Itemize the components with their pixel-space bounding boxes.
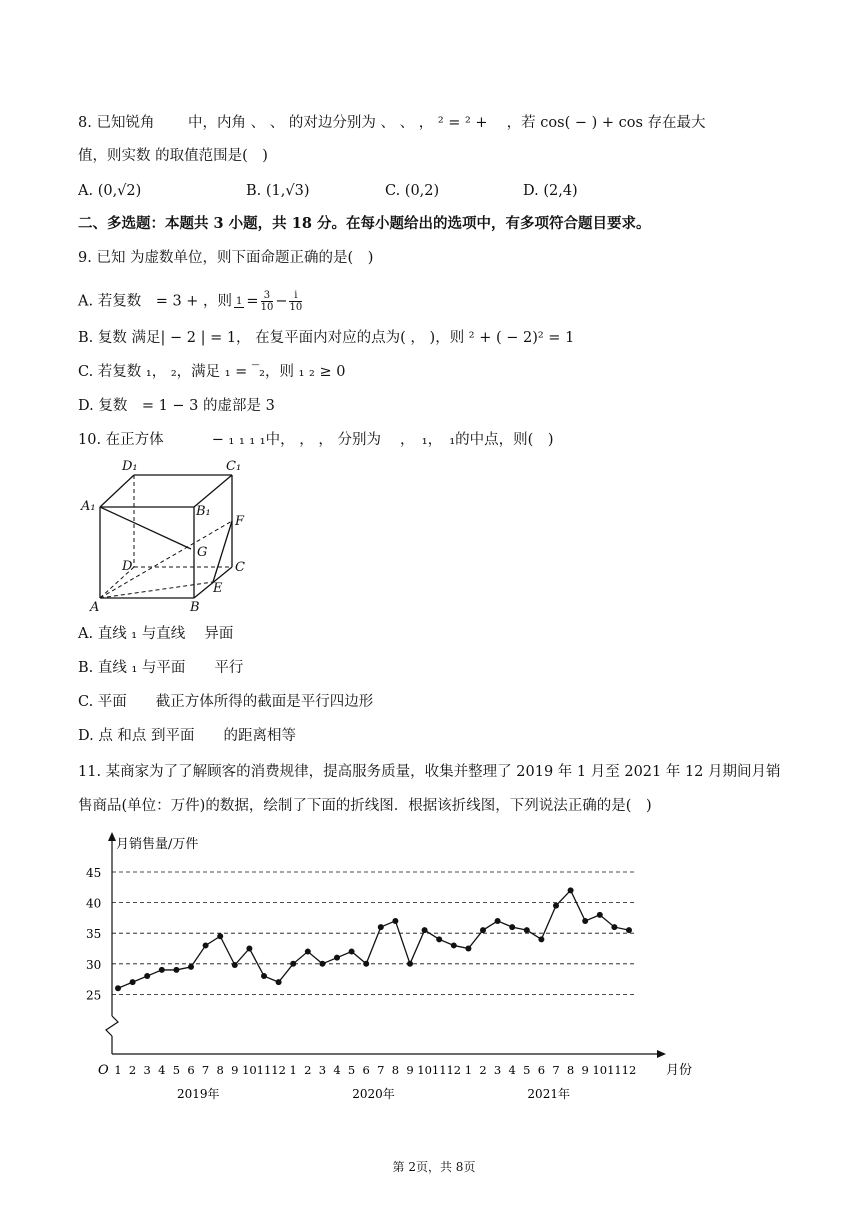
data-point <box>217 933 223 939</box>
data-point <box>246 946 252 952</box>
series-line <box>118 890 629 988</box>
label-d: D <box>122 559 133 574</box>
data-point <box>130 979 136 985</box>
data-point <box>232 962 238 968</box>
q9-a-fraction-1: 1 <box>236 295 243 307</box>
x-tick-label: 10 <box>592 1063 608 1077</box>
year-label: 2021年 <box>527 1087 570 1101</box>
data-point <box>597 912 603 918</box>
cube-diagram <box>78 455 258 615</box>
x-axis-arrow <box>657 1050 666 1058</box>
x-tick-label: 12 <box>271 1063 286 1077</box>
data-point <box>276 979 282 985</box>
x-tick-label: 10 <box>417 1063 432 1077</box>
origin-label: O <box>98 1063 109 1078</box>
label-d1: D₁ <box>122 459 138 474</box>
q10-option-b: B. 直线 ₁ 与平面 平行 <box>78 660 244 676</box>
q9-a-fraction-2: $\frac{3}{10}$ <box>260 290 274 313</box>
q8-option-a: A. (0,√2) <box>78 183 142 199</box>
y-tick-label: 45 <box>86 866 102 880</box>
data-point <box>495 918 501 924</box>
q9-a-minus: − <box>275 293 288 310</box>
data-point <box>422 927 428 933</box>
label-g: G <box>197 545 208 560</box>
x-tick-label: 4 <box>508 1063 516 1077</box>
year-label: 2020年 <box>352 1087 395 1101</box>
x-tick-label: 8 <box>216 1063 224 1077</box>
q8-line1: 8. 已知锐角 中，内角 、 、 的对边分别为 、 、 ， ² = ² + ，若 cos( − ) + cos 存在最大 <box>78 115 706 131</box>
data-point <box>144 973 150 979</box>
label-c1: C₁ <box>226 459 242 474</box>
data-point <box>538 936 544 942</box>
x-tick-label: 4 <box>333 1063 341 1077</box>
data-point <box>451 942 457 948</box>
q11-line2: 售商品(单位：万件)的数据，绘制了下面的折线图．根据该折线图，下列说法正确的是( ) <box>78 798 652 814</box>
x-tick-label: 7 <box>552 1063 560 1077</box>
q8-option-c: C. (0,2) <box>385 183 440 199</box>
x-tick-label: 3 <box>318 1063 327 1077</box>
x-tick-label: 2 <box>479 1063 487 1077</box>
label-a1: A₁ <box>81 499 96 514</box>
data-point <box>349 949 355 955</box>
q9-stem: 9. 已知 为虚数单位，则下面命题正确的是( ) <box>78 250 374 266</box>
q9-a-fraction-3: $\frac{i}{10}$ <box>289 290 303 313</box>
y-tick-label: 25 <box>86 988 102 1003</box>
q8-option-d: D. (2,4) <box>523 183 578 199</box>
data-point <box>465 946 471 952</box>
q9-option-c: C. 若复数 ₁， ₂，满足 ₁ = ‾₂，则 ₁ ₂ ≥ 0 <box>78 364 346 380</box>
x-tick-label: 3 <box>493 1063 502 1077</box>
section-heading: 二、多选题：本题共 3 小题，共 18 分。在每小题给出的选项中，有多项符合题目要求。 <box>78 215 651 232</box>
data-point <box>568 887 574 893</box>
q8-line2: 值，则实数 的取值范围是( ) <box>78 148 268 164</box>
x-tick-label: 3 <box>143 1063 151 1077</box>
data-point <box>407 961 413 967</box>
q10-option-a: A. 直线 ₁ 与直线 异面 <box>78 626 234 642</box>
x-tick-label: 4 <box>158 1063 166 1077</box>
data-point <box>553 903 559 909</box>
data-point <box>611 924 617 930</box>
y-tick-label: 30 <box>86 957 102 972</box>
y-axis-label: 月销售量/万件 <box>116 837 199 852</box>
label-a: A <box>90 600 100 615</box>
x-tick-label: 5 <box>347 1063 356 1077</box>
data-point <box>378 924 384 930</box>
q9-option-d: D. 复数 = 1 − 3 的虚部是 3 <box>78 398 275 414</box>
x-tick-label: 10 <box>242 1063 257 1077</box>
label-b1: B₁ <box>196 504 211 519</box>
x-tick-label: 11 <box>607 1063 622 1077</box>
q9-option-b: B. 复数 满足| − 2 | = 1， 在复平面内对应的点为( ， )，则 ² + ( − 2)² = 1 <box>78 330 575 346</box>
data-point <box>480 927 486 933</box>
y-tick-label: 40 <box>86 896 102 911</box>
data-point <box>159 967 165 973</box>
x-tick-label: 6 <box>362 1063 370 1077</box>
q9-a-prefix: A. 若复数 = 3 + ，则 <box>78 293 233 310</box>
q9-a-equals: = <box>246 293 259 310</box>
data-point <box>305 949 311 955</box>
x-tick-label: 6 <box>187 1063 195 1077</box>
x-tick-label: 8 <box>391 1063 400 1077</box>
data-point <box>334 955 340 961</box>
q9-option-a <box>78 290 304 313</box>
x-tick-label: 1 <box>464 1063 473 1077</box>
x-tick-label: 11 <box>256 1063 272 1077</box>
x-tick-label: 2 <box>304 1063 312 1077</box>
x-tick-label: 12 <box>621 1063 637 1077</box>
q8-option-b: B. (1,√3) <box>246 183 310 199</box>
data-point <box>203 942 209 948</box>
x-tick-label: 2 <box>128 1063 137 1077</box>
x-tick-label: 9 <box>231 1063 239 1077</box>
x-tick-label: 1 <box>289 1063 297 1077</box>
data-point <box>392 918 398 924</box>
x-tick-label: 9 <box>406 1063 414 1077</box>
data-point <box>261 973 267 979</box>
x-tick-label: 12 <box>446 1063 462 1077</box>
q10-option-d: D. 点 和点 到平面 的距离相等 <box>78 728 297 744</box>
x-tick-label: 6 <box>537 1063 546 1077</box>
label-c: C <box>235 560 245 575</box>
x-tick-label: 1 <box>114 1063 122 1077</box>
data-point <box>436 936 442 942</box>
page-footer: 第 2页，共 8页 <box>392 1160 476 1174</box>
x-tick-label: 7 <box>201 1063 210 1077</box>
data-point <box>582 918 588 924</box>
year-label: 2019年 <box>177 1087 220 1101</box>
data-point <box>188 964 194 970</box>
x-axis-label: 月份 <box>666 1063 693 1078</box>
label-f: F <box>235 514 245 529</box>
data-point <box>319 961 325 967</box>
q10-option-c: C. 平面 截正方体所得的截面是平行四边形 <box>78 694 374 710</box>
x-tick-label: 5 <box>523 1063 531 1077</box>
y-tick-label: 35 <box>86 927 102 942</box>
data-point <box>509 924 515 930</box>
data-point <box>524 927 530 933</box>
data-point <box>115 985 121 991</box>
data-point <box>363 961 369 967</box>
x-tick-label: 11 <box>431 1063 447 1077</box>
label-b: B <box>190 600 200 615</box>
q11-line1: 11. 某商家为了了解顾客的消费规律，提高服务质量，收集并整理了 2019 年 1 月至 2021 年 12 月期间月销 <box>78 764 781 780</box>
label-e: E <box>213 581 223 596</box>
data-point <box>173 967 179 973</box>
data-point <box>626 927 632 933</box>
y-axis-arrow <box>108 832 116 841</box>
q10-stem: 10. 在正方体 − ₁ ₁ ₁ ₁中， ， ， 分别为 ， ₁， ₁的中点，则( ) <box>78 432 554 448</box>
x-tick-label: 7 <box>377 1063 385 1077</box>
x-tick-label: 5 <box>172 1063 181 1077</box>
x-tick-label: 8 <box>566 1063 575 1077</box>
x-tick-label: 9 <box>581 1063 589 1077</box>
data-point <box>290 961 296 967</box>
line-chart <box>80 828 700 1108</box>
